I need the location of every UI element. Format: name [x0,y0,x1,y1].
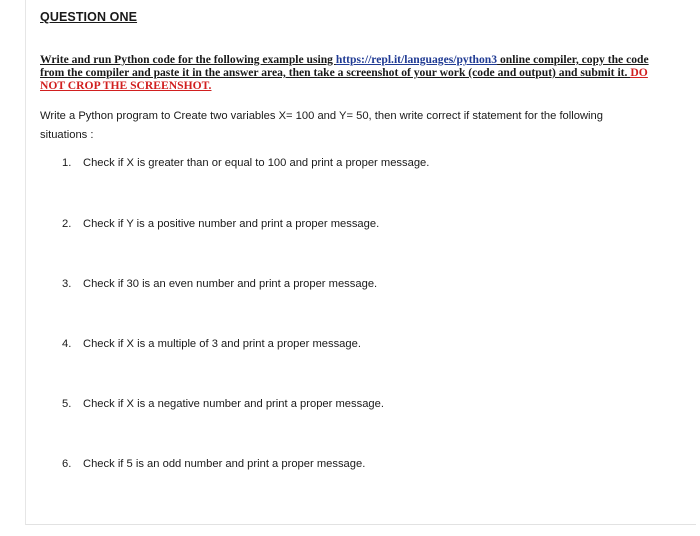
list-item [62,157,429,169]
item-text: Check if X is a multiple of 3 and print a proper message. [83,338,361,350]
instructions-text-part2: online compiler, copy the code from the compiler and paste it in the answer area, then take a screenshot of your work (code and output) and submit it. [40,53,649,79]
item-number: 4. [62,338,72,350]
item-number: 1. [62,157,72,169]
list-item [62,338,361,350]
task-description: Write a Python program to Create two variables X= 100 and Y= 50, then write correct if statement for the following situations : [40,110,603,141]
item-number: 2. [62,218,72,230]
instructions-text-part1: Write and run Python code for the following example using [40,53,336,66]
list-item [62,218,379,230]
item-text: Check if X is greater than or equal to 100 and print a proper message. [83,157,430,169]
list-item [62,398,384,410]
list-item [62,278,377,290]
instructions-paragraph [40,53,660,92]
item-text: Check if Y is a positive number and print a proper message. [83,218,380,230]
item-number: 3. [62,278,72,290]
item-text: Check if 5 is an odd number and print a proper message. [83,458,366,470]
question-heading: QUESTION ONE [40,10,138,24]
list-item [62,458,365,470]
item-number: 5. [62,398,72,410]
item-text: Check if X is a negative number and print a proper message. [83,398,384,410]
item-number: 6. [62,458,72,470]
item-text: Check if 30 is an even number and print a proper message. [83,278,378,290]
compiler-link[interactable]: https://repl.it/languages/python3 [335,53,498,66]
no-crop-warning: DO NOT CROP THE SCREENSHOT. [40,66,648,92]
